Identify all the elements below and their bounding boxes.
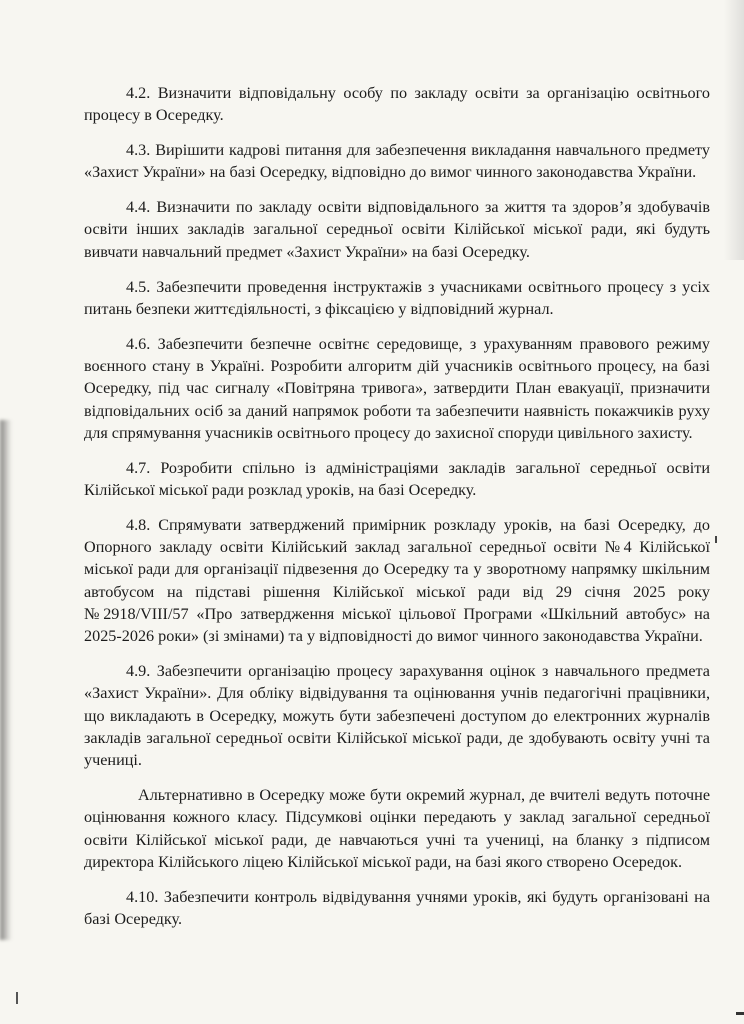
- scan-shadow-left: [0, 420, 12, 940]
- scan-speck: [715, 536, 717, 543]
- scan-speck: [16, 992, 18, 1004]
- paragraph-4-3: 4.3. Вирішити кадрові питання для забезпечення викладання навчального предмету «Захист України» на базі Осередку, відповідно до вимог чинного законодавства України.: [84, 141, 710, 182]
- paragraph-4-8: 4.8. Спрямувати затверджений примірник розкладу уроків, на базі Осередку, до Опорного закладу освіти Кілійський заклад загальної середньої освіти №4 Кілійської міської ради для організації підвезення до Осередку та у зворотному напрямку шкільним автобусом на підставі рішення Кілійської міської ради від 29 січня 2025 року №2918/VIII/57 «Про затвердження міської цільової Програми «Шкільний автобус» на 2025-2026 роки» (зі змінами) та у відповідності до вимог чинного законодавства України.: [84, 515, 710, 646]
- paragraph-alternative: Альтернативно в Осередку може бути окремий журнал, де вчителі ведуть поточне оцінювання кожного класу. Підсумкові оцінки передають у заклад загальної середньої освіти Кілійської міської ради, де навчаються учні та учениці, на бланку з підписом директора Кілійського ліцею Кілійської міської ради, на базі якого створено Осередок.: [84, 786, 710, 871]
- paragraph-4-5: 4.5. Забезпечити проведення інструктажів з учасниками освітнього процесу з усіх питань безпеки життєдіяльності, з фіксацією у відповідний журнал.: [84, 277, 710, 318]
- paragraph-4-6: 4.6. Забезпечити безпечне освітнє середовище, з урахуванням правового режиму воєнного стану в Україні. Розробити алгоритм дій учасників освітнього процесу, на базі Осередку, під час сигналу «Повітряна тривога», затвердити План евакуації, призначити відповідальних осіб за даний напрямок роботи та забезпечити наявність покажчиків руху для спрямування учасників освітнього процесу до захисної споруди цивільного захисту.: [84, 334, 710, 442]
- paragraph-4-7: 4.7. Розробити спільно із адміністраціями закладів загальної середньої освіти Кілійської міської ради розклад уроків, на базі Осередку.: [84, 458, 710, 499]
- document-body: [84, 82, 710, 943]
- paragraph-4-2: 4.2. Визначити відповідальну особу по закладу освіти за організацію освітнього процесу в Осередку.: [84, 84, 710, 125]
- scan-speck: [736, 1012, 744, 1015]
- paragraph-4-4: 4.4. Визначити по закладу освіти відповідального за життя та здоров’я здобувачів освіти інших закладів загальної середньої освіти Кілійської міської ради, які будуть вивчати навчальний предмет «Захист України» на базі Осередку.: [84, 198, 710, 261]
- paragraph-4-10: 4.10. Забезпечити контроль відвідування учнями уроків, які будуть організовані на базі Осередку.: [84, 887, 710, 928]
- scan-shadow-right: [724, 0, 744, 260]
- paragraph-4-9: 4.9. Забезпечити організацію процесу зарахування оцінок з навчального предмета «Захист України». Для обліку відвідування та оцінювання учнів педагогічні працівники, що викладають в Осередку, можуть бути забезпечені доступом до електронних журналів закладів загальної середньої освіти Кілійської міської ради, де здобувають освіту учні та учениці.: [84, 662, 710, 770]
